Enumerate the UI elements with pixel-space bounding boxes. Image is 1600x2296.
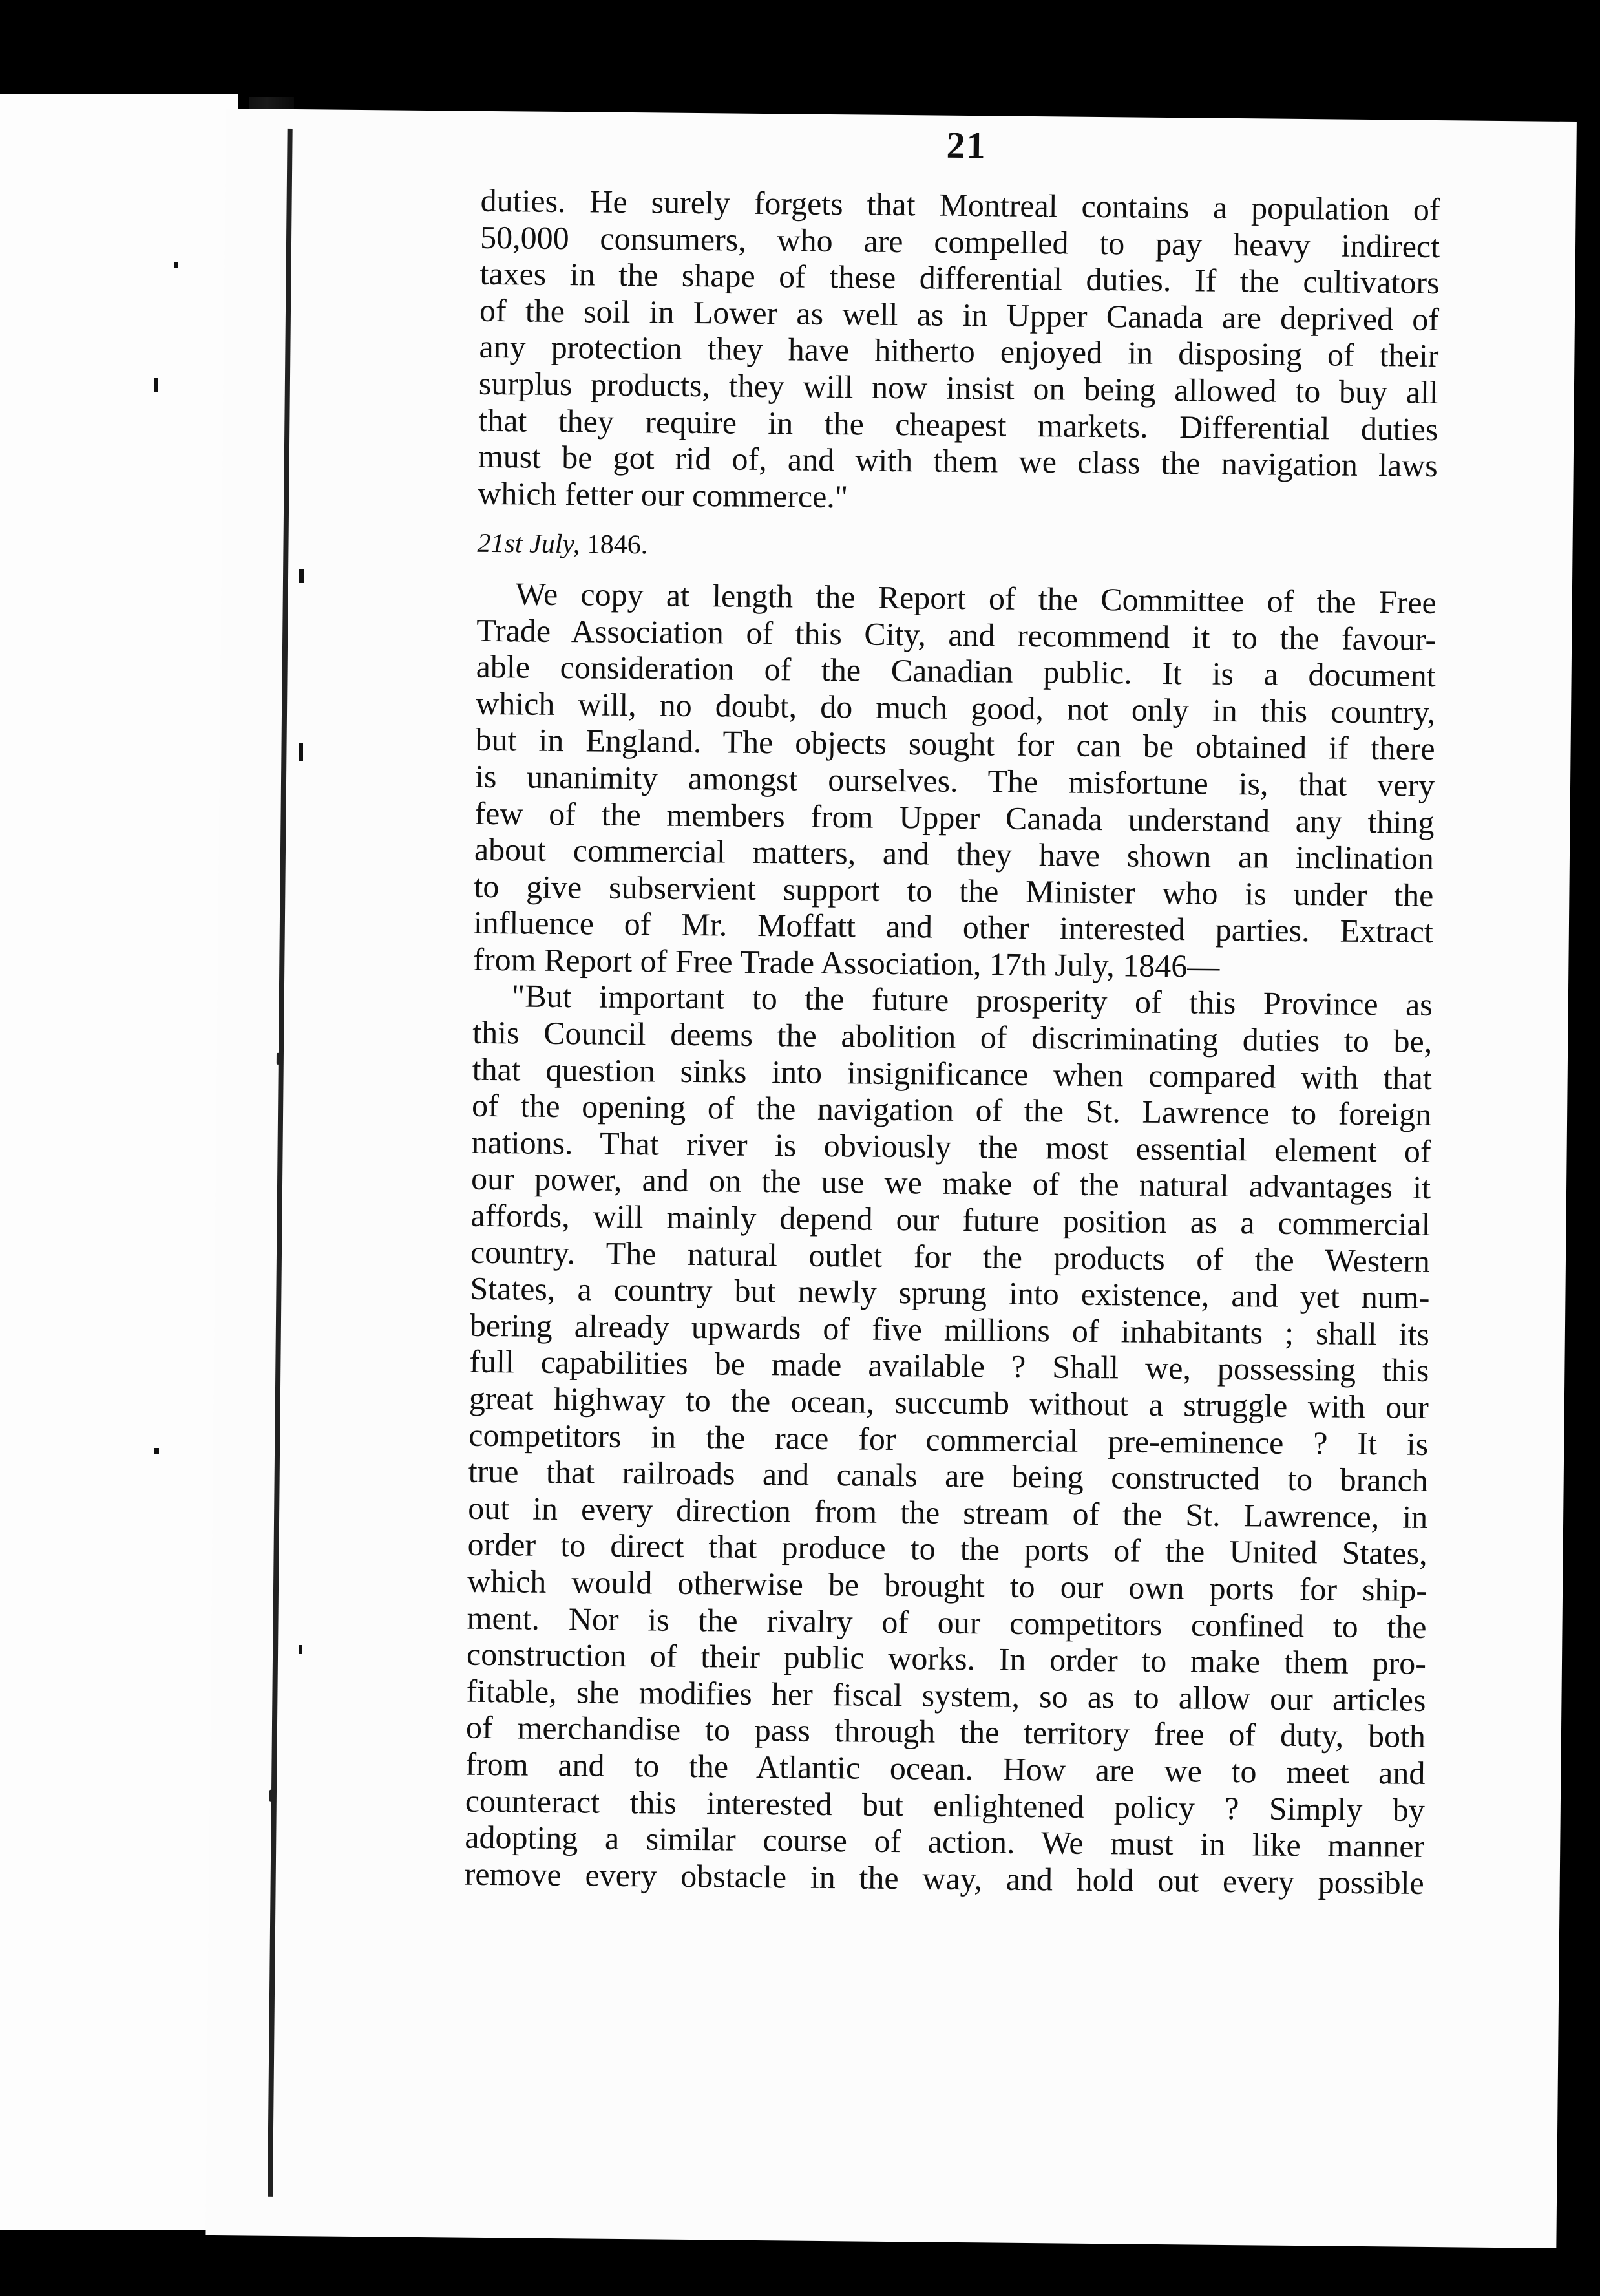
text-line: We copy at length the Report of the Committee of the Free	[515, 575, 1437, 621]
body-text	[465, 182, 1440, 1901]
text-line: affords, will mainly depend our future position as a commercial	[470, 1196, 1431, 1242]
text-line: surplus products, they will now insist on being allowed to buy all	[478, 365, 1439, 410]
dateline	[477, 526, 1437, 571]
text-line: construction of their public works. In order to make them pro-	[466, 1635, 1427, 1682]
text-line: able consideration of the Canadian public. It is a document	[476, 648, 1436, 694]
text-line: ment. Nor is the rivalry of our competitors confined to the	[467, 1599, 1427, 1645]
text-line: 50,000 consumers, who are compelled to pay heavy indirect	[479, 218, 1440, 264]
text-line: nations. That river is obviously the most essential element of	[471, 1123, 1431, 1169]
text-line: from Report of Free Trade Association, 17th July, 1846—	[473, 941, 1220, 984]
text-line: is unanimity amongst ourselves. The misfortune is, that very	[474, 758, 1435, 803]
text-line: remove every obstacle in the way, and hold out every possible	[464, 1855, 1425, 1901]
text-line: influence of Mr. Moffatt and other interested parties. Extract	[473, 904, 1434, 950]
text-line: about commercial matters, and they have shown an inclination	[474, 831, 1435, 877]
paragraph-quote-end	[478, 182, 1440, 521]
text-line: bering already upwards of five millions of inhabitants ; shall its	[469, 1306, 1430, 1352]
paragraph-report-extract	[465, 977, 1433, 1901]
text-line: of the opening of the navigation of the St. Lawrence to foreign	[471, 1087, 1432, 1133]
dateline-year: 1846.	[586, 529, 648, 560]
text-line: but in England. The objects sought for can be obtained if there	[475, 721, 1435, 767]
text-line: of merchandise to pass through the territory free of duty, both	[465, 1709, 1426, 1755]
book-page	[205, 109, 1576, 2248]
text-line: which fetter our commerce."	[478, 474, 848, 515]
binding-stitch	[269, 1790, 276, 1802]
text-line: "But important to the future prosperity of this Province as	[511, 977, 1433, 1023]
text-line: few of the members from Upper Canada understand any thing	[474, 794, 1435, 840]
text-line: duties. He surely forgets that Montreal contains a population of	[480, 182, 1440, 228]
facing-page-edge	[0, 94, 238, 2230]
text-line: which would otherwise be brought to our own ports for ship-	[467, 1562, 1427, 1608]
dateline-month: July,	[529, 529, 580, 560]
text-line: of the soil in Lower as well as in Upper Canada are deprived of	[479, 292, 1440, 337]
text-line: taxes in the shape of these differential duties. If the cultivators	[479, 255, 1440, 301]
text-line: that they require in the cheapest markets. Differential duties	[478, 401, 1438, 447]
text-line: that question sinks into insignificance when compared with that	[472, 1050, 1432, 1096]
text-line: any protection they have hitherto enjoyed in disposing of their	[479, 328, 1439, 374]
scan-speck	[174, 262, 178, 268]
text-line: great highway to the ocean, succumb without a struggle with our	[468, 1379, 1429, 1425]
page-number: 21	[946, 123, 987, 167]
binding-stitch	[277, 1053, 283, 1065]
text-line: adopting a similar course of action. We must in like manner	[465, 1818, 1425, 1865]
text-line: order to direct that produce to the ports of the United States,	[467, 1526, 1427, 1572]
text-line: States, a country but newly sprung into existence, and yet num-	[470, 1270, 1430, 1316]
scan-speck	[299, 1645, 302, 1654]
text-line: our power, and on the use we make of the natural advantages it	[470, 1160, 1431, 1206]
scan-speck	[154, 1448, 159, 1454]
text-line: which will, no doubt, do much good, not only in this country,	[475, 685, 1436, 730]
text-line: fitable, she modifies her fiscal system, so as to allow our articles	[466, 1672, 1426, 1718]
scan-speck	[299, 569, 304, 583]
scan-speck	[299, 743, 303, 761]
text-line: from and to the Atlantic ocean. How are we to meet and	[465, 1745, 1426, 1791]
text-line: Trade Association of this City, and recommend it to the favour-	[476, 611, 1437, 657]
text-line: must be got rid of, and with them we class the navigation laws	[478, 438, 1438, 484]
text-line: out in every direction from the stream of the St. Lawrence, in	[467, 1489, 1428, 1535]
text-line: this Council deems the abolition of discriminating duties to be,	[472, 1014, 1433, 1060]
text-line: counteract this interested but enlightened policy ? Simply by	[465, 1782, 1426, 1828]
text-line: full capabilities be made available ? Shall we, possessing this	[469, 1343, 1429, 1389]
scan-speck	[154, 378, 158, 392]
binding-gutter	[268, 129, 293, 2197]
dateline-day: 21st	[477, 529, 523, 559]
text-line: competitors in the race for commercial pre-eminence ? It is	[468, 1416, 1429, 1462]
paragraph-report-intro	[473, 575, 1437, 987]
text-line: to give subservient support to the Minister who is under the	[474, 867, 1434, 913]
text-line: country. The natural outlet for the products of the Western	[470, 1233, 1431, 1279]
text-line: true that railroads and canals are being constructed to branch	[468, 1452, 1428, 1499]
